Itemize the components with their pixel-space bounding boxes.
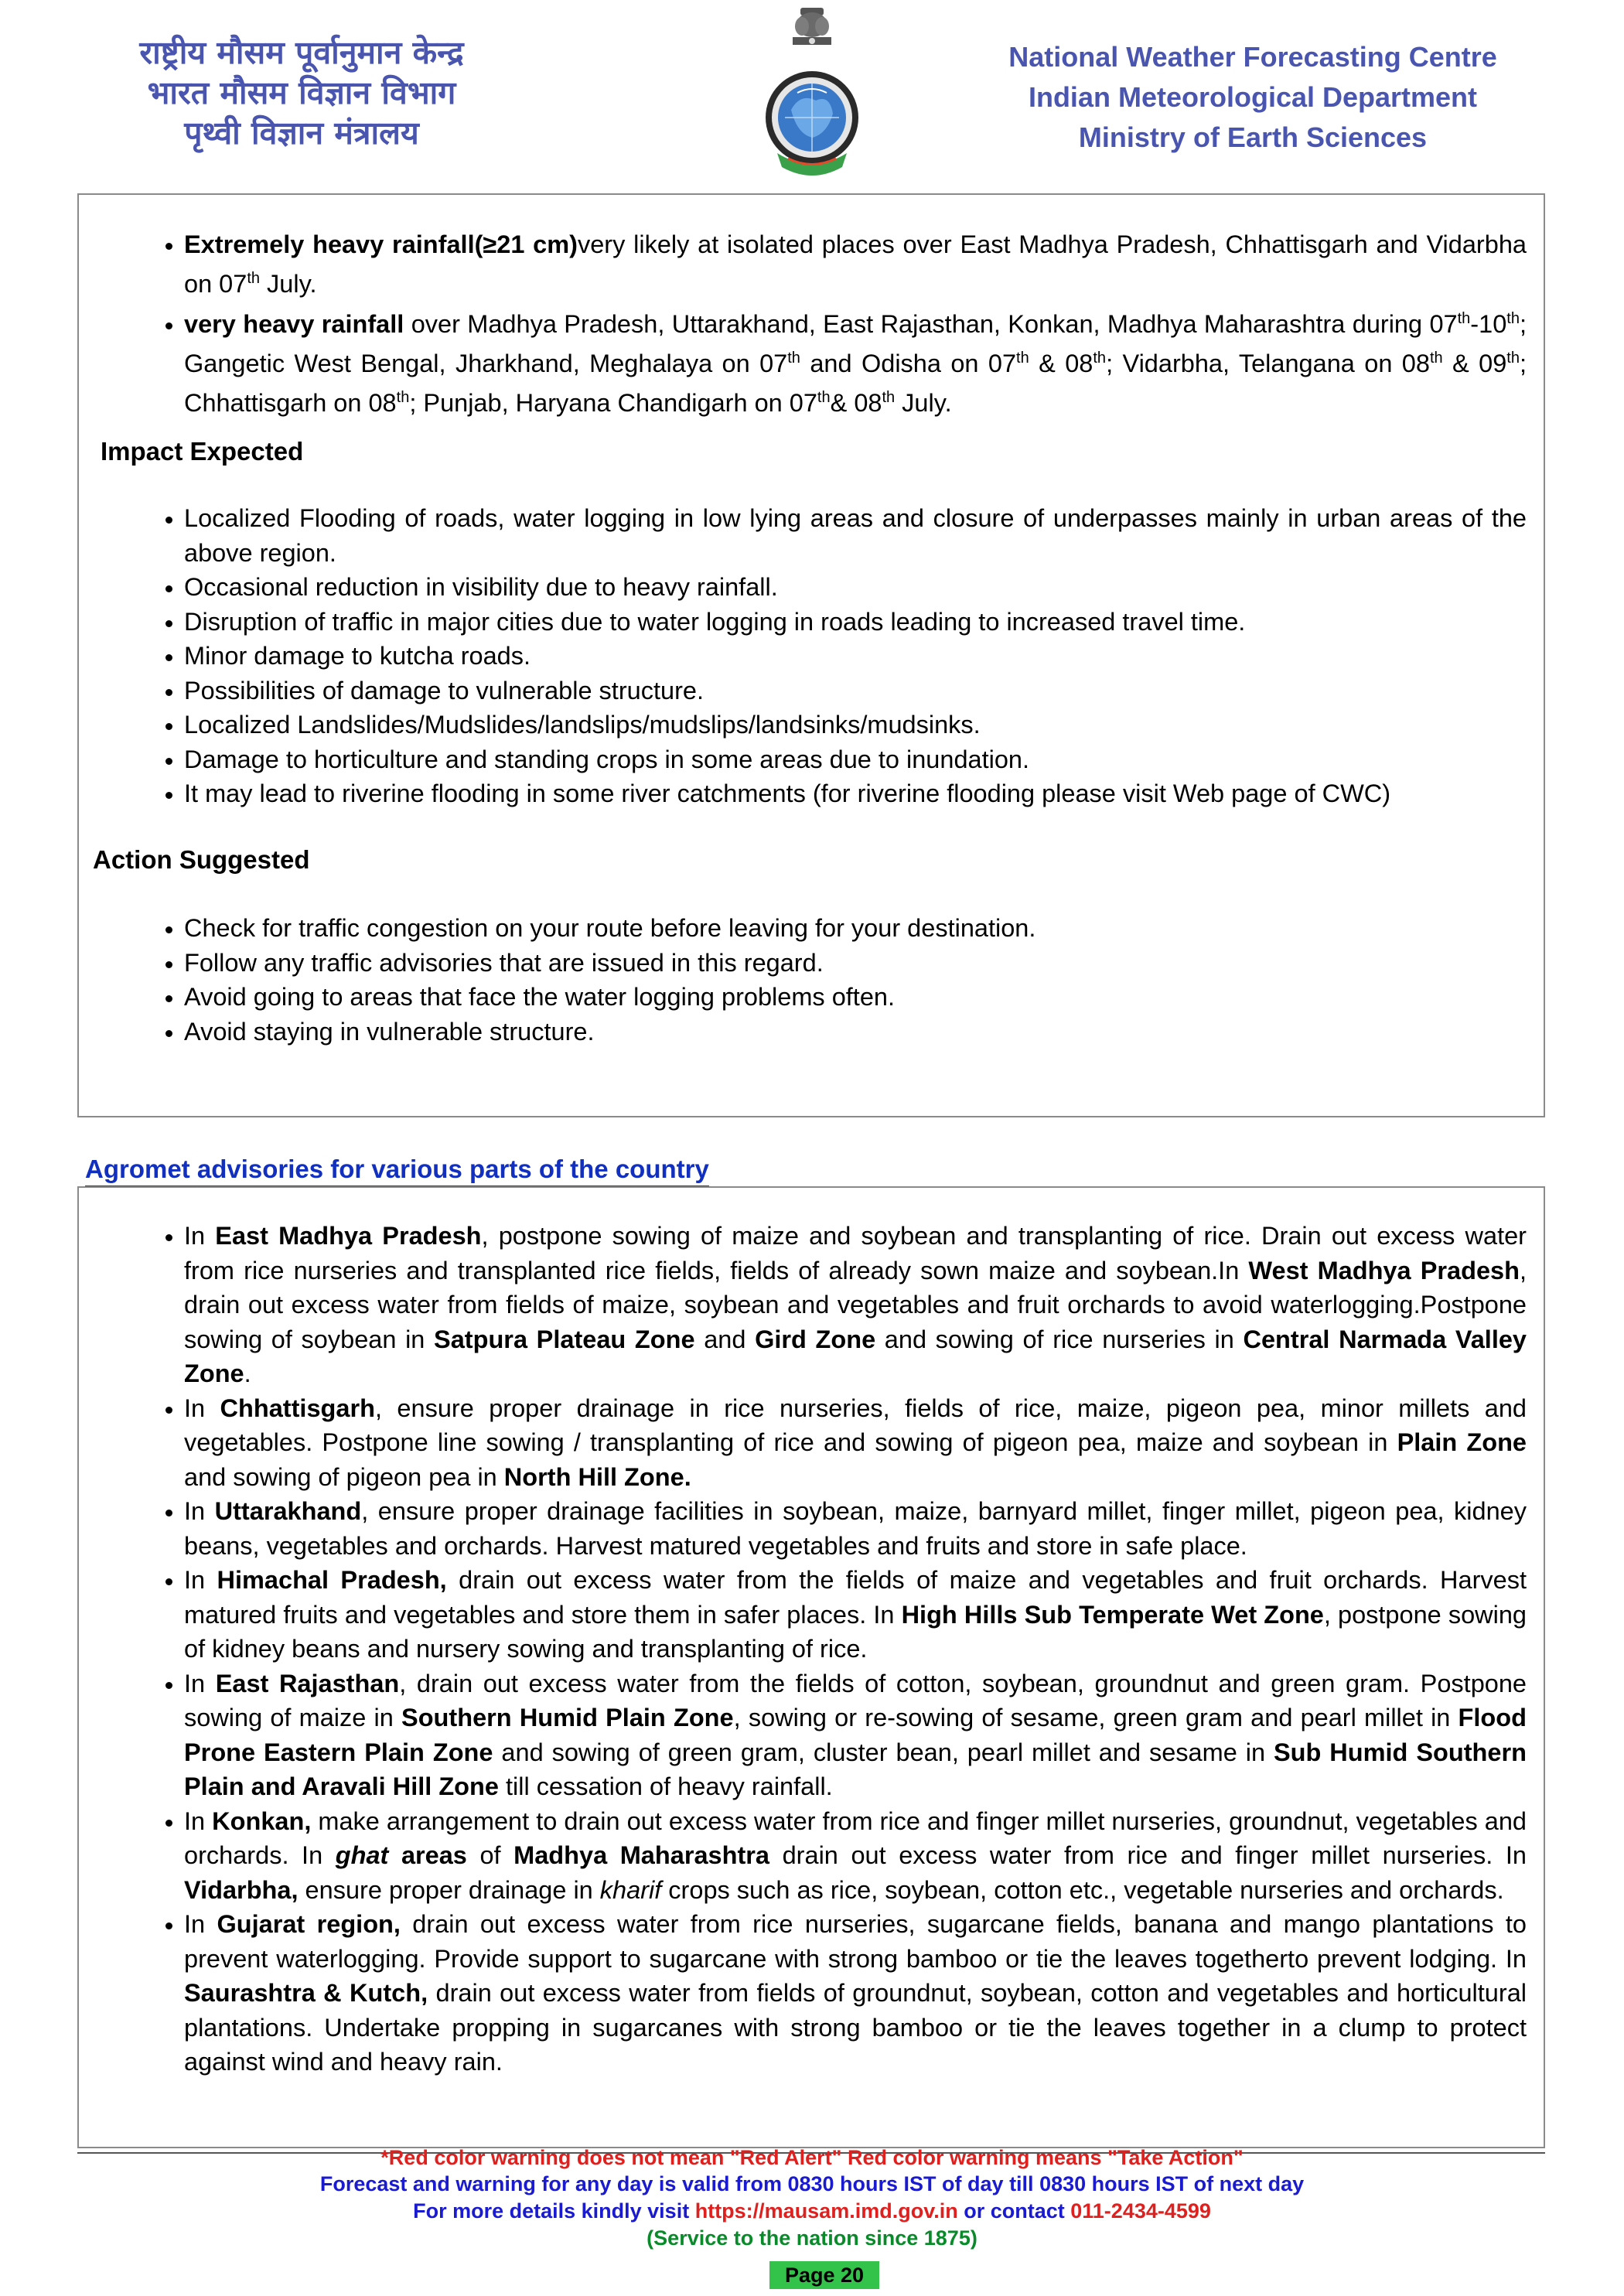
ordinal-suffix: th (1016, 350, 1029, 367)
agromet-text-run: Plain Zone (1397, 1428, 1527, 1456)
agromet-text-run: Sub Humid Southern Plain and Aravali Hill Zone (184, 1738, 1527, 1800)
agromet-text-run: , drain out excess water from the fields of cotton, soybean, groundnut and green gram. Postpone sowing of maize in (184, 1669, 1527, 1731)
agromet-text-run: , sowing or re-sowing of sesame, green gram and pearl millet in (733, 1704, 1459, 1731)
footer-service-note: (Service to the nation since 1875) (647, 2226, 977, 2250)
agromet-text-run: West Madhya Pradesh (1248, 1256, 1520, 1284)
agromet-item (184, 1804, 1527, 1908)
footer-red-warning-note: *Red color warning does not mean "Red Alert" Red color warning means "Take Action" (380, 2146, 1244, 2169)
agromet-item (184, 1907, 1527, 2079)
agromet-text-run: till cessation of heavy rainfall. (498, 1772, 833, 1800)
ordinal-suffix: th (882, 389, 896, 407)
agromet-text-run: Southern Humid Plain Zone (401, 1704, 734, 1731)
agromet-text-run: and sowing of pigeon pea in (184, 1462, 504, 1491)
agromet-text-run: and sowing of green gram, cluster bean, pearl millet and sesame in (493, 1738, 1274, 1766)
agromet-text-run: , ensure proper drainage in rice nurseries, fields of rice, maize, pigeon pea, minor millets and vegetables. Postpone line sowing / transplanting of rice and sowing of pigeon pea, maize and soybean in (184, 1394, 1527, 1456)
agromet-text-run: In (184, 1497, 215, 1525)
agromet-text-run: In (184, 1806, 213, 1835)
warning-item (184, 302, 1527, 421)
agromet-text-run: drain out excess water from the fields of maize and vegetables and fruit orchards. Harvest matured fruits and vegetables and store them in safer places. In (184, 1566, 1527, 1629)
agromet-text-run: East Rajasthan (215, 1669, 400, 1697)
imd-website-link[interactable]: https://mausam.imd.gov.in (694, 2199, 958, 2223)
agromet-text-run: and sowing of rice nurseries in (875, 1325, 1244, 1353)
agromet-text-run: crops such as rice, soybean, cotton etc., vegetable nurseries and orchards. (661, 1875, 1504, 1904)
agromet-text-run: , ensure proper drainage facilities in soybean, maize, barnyard millet, finger millet, pigeon pea, kidney beans, vegetables and orchards. Harvest matured vegetables and fruits and store in safe place. (184, 1497, 1527, 1560)
impact-item: • Possibilities of damage to vulnerable structure. (184, 674, 1527, 708)
agromet-text-run: Madhya Maharashtra (513, 1841, 770, 1869)
ordinal-suffix: th (1429, 350, 1443, 367)
ordinal-suffix: th (1457, 309, 1471, 327)
agromet-text-run: , postpone sowing of maize and soybean and transplanting of rice. Drain out excess water from rice nurseries and transplanted rice fields, fields of already sown maize and soybean.In (184, 1222, 1527, 1284)
impact-item: • Localized Landslides/Mudslides/landslips/mudslips/landsinks/mudsinks. (184, 708, 1527, 742)
agromet-text-run: In (184, 1910, 217, 1938)
ordinal-suffix: th (396, 389, 410, 407)
agromet-text-run: drain out excess water from rice nurseries, sugarcane fields, banana and mango plantations to prevent waterlogging. Provide support to sugarcane with strong bamboo or tie the leaves togetherto prevent lodging. In (184, 1910, 1527, 1973)
ordinal-suffix: th (817, 389, 831, 407)
agromet-text-run: In (184, 1222, 216, 1250)
action-item: • Avoid going to areas that face the water logging problems often. (184, 980, 1527, 1015)
agromet-item (184, 1563, 1527, 1667)
agromet-text-run: In (184, 1669, 216, 1697)
agromet-text-run: ghat (335, 1841, 389, 1869)
agromet-title: Agromet advisories for various parts of the country (85, 1153, 709, 1187)
english-line-1: National Weather Forecasting Centre (1008, 41, 1497, 73)
action-heading: Action Suggested (93, 845, 310, 874)
agromet-text-run: of (466, 1841, 514, 1869)
impact-item: • Localized Flooding of roads, water logging in low lying areas and closure of underpasses mainly in urban areas of the above region. (184, 501, 1527, 570)
agromet-item (184, 1391, 1527, 1495)
agromet-item (184, 1667, 1527, 1804)
impact-heading: Impact Expected (101, 437, 304, 466)
ordinal-suffix: th (1506, 350, 1520, 367)
warning-lead: very heavy rainfall (184, 309, 404, 338)
footer-validity-note: Forecast and warning for any day is valid from 0830 hours IST of day till 0830 hours IST of next day (319, 2172, 1305, 2195)
imd-emblem-logo (762, 2, 862, 183)
impact-item: • Disruption of traffic in major cities due to water logging in roads leading to increased travel time. (184, 605, 1527, 640)
agromet-text-run: In (184, 1394, 220, 1422)
agromet-text-run: Uttarakhand (214, 1497, 362, 1525)
agromet-text-run: areas (388, 1841, 467, 1869)
agromet-item (184, 1494, 1527, 1563)
agromet-text-run: High Hills Sub Temperate Wet Zone (901, 1600, 1324, 1629)
action-item: • Check for traffic congestion on your route before leaving for your destination. (184, 911, 1527, 946)
agromet-text-run: Flood Prone Eastern Plain Zone (184, 1704, 1527, 1766)
agromet-text-run: drain out excess water from rice and finger millet nurseries. In (769, 1841, 1527, 1869)
footer-contact-prefix: For more details kindly visit (413, 2199, 695, 2223)
warning-text: over Madhya Pradesh, Uttarakhand, East Rajasthan, Konkan, Madhya Maharashtra during 07th-10th; Gangetic West Bengal, Jharkhand, Meghalaya on 07th and Odisha on 07th & 08th; Vidarbha, Telangana on 08th & 09th; Chhattisgarh on 08th; Punjab, Haryana Chandigarh on 07th& 08th July. (184, 309, 1527, 418)
ordinal-suffix: th (1093, 350, 1107, 367)
agromet-text-run: drain out excess water from fields of groundnut, soybean, cotton and vegetables and horticultural plantations. Undertake propping in sugarcanes with strong bamboo or tie the leaves together in a clump to protect against wind and heavy rain. (184, 1979, 1527, 2076)
agromet-text-run: make arrangement to drain out excess water from rice and finger millet nurseries, groundnut, vegetables and orchards. In (184, 1806, 1527, 1869)
ordinal-suffix: th (1506, 309, 1520, 327)
contact-phone: 011-2434-4599 (1070, 2199, 1211, 2223)
warning-text: very likely at isolated places over East Madhya Pradesh, Chhattisgarh and Vidarbha on 07th July. (184, 230, 1527, 299)
impact-list (107, 501, 1527, 811)
hindi-line-1: राष्ट्रीय मौसम पूर्वानुमान केन्द्र (139, 34, 464, 71)
agromet-text-run: Vidarbha, (184, 1875, 299, 1904)
impact-item: • It may lead to riverine flooding in some river catchments (for riverine flooding please visit Web page of CWC) (184, 776, 1527, 811)
agromet-text-run: Konkan, (212, 1806, 312, 1835)
rainfall-warning-list (107, 227, 1527, 421)
agromet-text-run: Chhattisgarh (220, 1394, 375, 1422)
agromet-text-run: ensure proper drainage in (298, 1875, 600, 1904)
agromet-text-run: North Hill Zone. (503, 1462, 691, 1491)
agromet-text-run: and (694, 1325, 756, 1353)
warning-lead: Extremely heavy rainfall(≥21 cm) (184, 230, 578, 258)
agromet-text-run: kharif (599, 1875, 662, 1904)
ordinal-suffix: th (787, 350, 800, 367)
agromet-item (184, 1219, 1527, 1391)
footer-contact-mid: or contact (957, 2199, 1071, 2223)
impact-item: • Occasional reduction in visibility due to heavy rainfall. (184, 570, 1527, 605)
action-item: • Avoid staying in vulnerable structure. (184, 1015, 1527, 1049)
hindi-header (93, 32, 510, 153)
agromet-text-run: . (244, 1360, 251, 1387)
ordinal-suffix: th (247, 270, 261, 288)
hindi-line-2: भारत मौसम विज्ञान विभाग (147, 74, 456, 111)
agromet-text-run: Gujarat region, (217, 1910, 401, 1938)
impact-item: • Minor damage to kutcha roads. (184, 639, 1527, 674)
agromet-text-run: In (184, 1566, 217, 1594)
hindi-line-3: पृथ्वी विज्ञान मंत्रालय (184, 114, 419, 152)
action-item: • Follow any traffic advisories that are issued in this regard. (184, 946, 1527, 981)
warning-item (184, 227, 1527, 302)
agromet-text-run: Himachal Pradesh, (217, 1566, 447, 1594)
action-list (107, 911, 1527, 1049)
agromet-list (107, 1219, 1527, 2079)
agromet-text-run: East Madhya Pradesh (215, 1222, 482, 1250)
agromet-text-run: , drain out excess water from fields of maize, soybean and vegetables and fruit orchards to avoid waterlogging.Postpone sowing of soybean in (184, 1256, 1527, 1353)
page-number-badge: Page 20 (769, 2261, 879, 2289)
agromet-text-run: Satpura Plateau Zone (434, 1325, 695, 1353)
english-header (974, 37, 1531, 158)
agromet-text-run: , postpone sowing of kidney beans and nursery sowing and transplanting of rice. (184, 1600, 1527, 1663)
impact-item: • Damage to horticulture and standing crops in some areas due to inundation. (184, 742, 1527, 777)
english-line-3: Ministry of Earth Sciences (1078, 121, 1428, 153)
english-line-2: Indian Meteorological Department (1028, 81, 1478, 113)
footer-contact-line (0, 2197, 1624, 2225)
agromet-text-run: Gird Zone (755, 1325, 876, 1353)
agromet-text-run: Saurashtra & Kutch, (184, 1979, 428, 2007)
agromet-text-run: Central Narmada Valley Zone (184, 1325, 1527, 1387)
